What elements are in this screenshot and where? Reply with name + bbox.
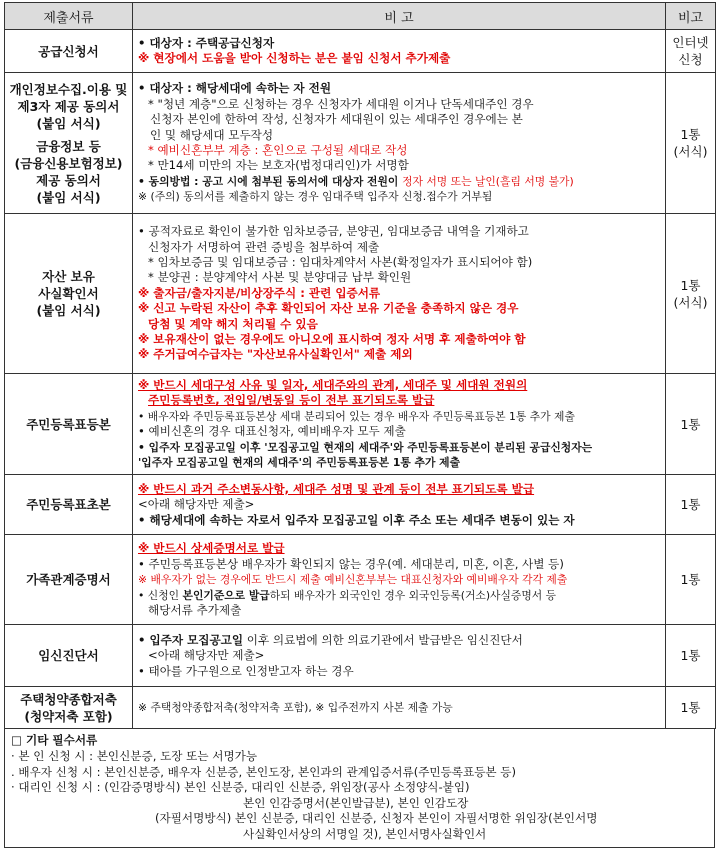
- remark-line: • 대상자 : 주택공급신청자: [138, 35, 275, 50]
- footer-line: · 대리인 신청 시 : (인감증명방식) 본인 신분증, 대리인 신분증, 위임장(공사 소정양식-붙임): [11, 780, 470, 795]
- doc-name: [5, 687, 133, 729]
- doc-name-line: 제공 동의서: [36, 172, 101, 188]
- doc-name-line: 주택청약종합저축: [20, 691, 117, 707]
- remark-line: ※ 현장에서 도움을 받아 신청하는 분은 붙임 신청서 추가제출: [138, 51, 451, 65]
- table-row: [5, 687, 716, 729]
- doc-name: 가족관계증명서: [5, 535, 133, 625]
- table-row: [5, 214, 716, 374]
- remark-line: '입주자 모집공고일 현재의 세대주'의 주민등록표등본 1통 추가 제출: [138, 456, 461, 470]
- table-row: [5, 374, 716, 475]
- note-cell: 1통: [666, 535, 716, 625]
- remark-segment: 하되 배우자가 외국인인 경우 외국인등록(거소)사실증명서 등: [269, 588, 557, 602]
- doc-name-line: 개인정보수집.이용 및: [9, 81, 128, 97]
- doc-name: [5, 214, 133, 374]
- remark-line: • 입주자 모집공고일 이후 '모집공고일 현재의 세대주'와 주민등록표등본이 분리된 공급신청자는: [138, 440, 593, 454]
- table-row: [5, 625, 716, 687]
- note-cell: 1통: [666, 374, 716, 475]
- remark-line: ※ 주택청약종합저축(청약저축 포함), ※ 입주전까지 사본 제출 가능: [138, 701, 453, 715]
- table-row: [5, 73, 716, 214]
- doc-name-line: (붙임 서식): [36, 189, 101, 205]
- doc-name-line: (붙임 서식): [36, 115, 101, 131]
- remarks-cell: [133, 475, 666, 535]
- remark-line: * "청년 계층"으로 신청하는 경우 신청자가 세대원 이거나 단독세대주인 경우: [148, 96, 534, 111]
- doc-name-line: 자산 보유: [42, 269, 95, 284]
- remark-line: [138, 174, 660, 189]
- note-line: 신청: [678, 52, 703, 67]
- doc-name: 주민등록표등본: [5, 374, 133, 475]
- doc-name-line: 금융정보 등: [36, 138, 101, 154]
- header-note: 비고: [666, 3, 716, 30]
- remark-line: * 예비신혼부부 계층 : 혼인으로 구성될 세대로 작성: [148, 143, 408, 157]
- remarks-cell: [133, 73, 666, 214]
- other-required-docs: [4, 729, 715, 847]
- table-row: [5, 535, 716, 625]
- remark-line: • 태아를 가구원으로 인정받고자 하는 경우: [138, 663, 354, 678]
- remark-line: • 대상자 : 해당세대에 속하는 자 전원: [138, 81, 332, 96]
- remark-segment: 정자 서명 또는 날인(흘림 서명 불가): [402, 174, 574, 188]
- doc-name: [5, 73, 133, 214]
- doc-name: 임신진단서: [5, 625, 133, 687]
- note-cell: 1통: [666, 687, 716, 729]
- remark-line: ※ 신고 누락된 자산이 추후 확인되어 자산 보유 기준을 충족하지 않은 경우: [138, 301, 519, 316]
- remark-line: ※ (주의) 동의서를 제출하지 않는 경우 임대주택 입주자 신청.접수가 거부됨: [138, 190, 493, 204]
- remark-line: ※ 배우자가 없는 경우에도 반드시 제출 예비신혼부부는 대표신청자와 예비배우자 각각 제출: [138, 573, 568, 587]
- note-cell: 1통: [666, 475, 716, 535]
- remark-segment: • 신청인: [138, 588, 183, 602]
- note-line: (서식): [673, 144, 708, 159]
- table-row: [5, 30, 716, 73]
- remarks-cell: [133, 214, 666, 374]
- note-line: (서식): [673, 294, 708, 310]
- remarks-cell: [133, 625, 666, 687]
- remark-line: • 공적자료로 확인이 불가한 임차보증금, 분양권, 임대보증금 내역을 기재하고: [138, 224, 529, 239]
- note-cell: [666, 214, 716, 374]
- remark-segment: • 입주자 모집공고일: [138, 632, 244, 647]
- table-header-row: [5, 3, 716, 30]
- header-remarks: 비 고: [133, 3, 666, 30]
- remark-line: ※ 반드시 세대구성 사유 및 일자, 세대주와의 관계, 세대주 및 세대원 전원의: [138, 378, 528, 392]
- footer-line: . 배우자 신청 시 : 본인신분증, 배우자 신분증, 본인도장, 본인과의 관계입증서류(주민등록표등본 등): [11, 764, 517, 779]
- remark-line: 신청자가 서명하여 관련 증빙을 첨부하여 제출: [148, 239, 380, 254]
- remark-line: * 만14세 미만의 자는 보호자(법정대리인)가 서명함: [148, 158, 409, 173]
- footer-title: □ 기타 필수서류: [11, 733, 98, 748]
- doc-name-line: (금융신용보험정보): [14, 155, 123, 171]
- remark-line: 주민등록번호, 전입일/변동일 등이 전부 표기되도록 발급: [148, 393, 435, 408]
- note-line: 1통: [680, 127, 701, 142]
- remark-line: [138, 633, 660, 648]
- header-documents: 제출서류: [5, 3, 133, 30]
- note-line: 1통: [680, 277, 701, 293]
- remark-segment: 이후 의료법에 의한 의료기관에서 발급받은 임신진단서: [243, 632, 523, 647]
- doc-name-line: (청약저축 포함): [24, 708, 113, 724]
- remarks-cell: [133, 30, 666, 73]
- remark-line: * 임차보증금 및 임대보증금 : 임대차계약서 사본(확정일자가 표시되어야 함): [148, 254, 533, 269]
- table-row: [5, 475, 716, 535]
- footer-line: 본인 인감증명서(본인발급분), 본인 인감도장: [243, 795, 469, 810]
- remark-line: 신청자 본인에 한하여 작성, 신청자가 세대원이 있는 세대주인 경우에는 본: [150, 112, 523, 127]
- remark-line: ※ 보유재산이 없는 경우에도 아니오에 표시하여 정자 서명 후 제출하여야 함: [138, 332, 526, 347]
- remark-line: [138, 588, 660, 603]
- required-documents-table: [4, 2, 716, 729]
- remark-line: 당첨 및 계약 해지 처리될 수 있음: [148, 316, 318, 331]
- remark-line: ※ 출자금/출자지분/비상장주식 : 관련 입증서류: [138, 285, 381, 300]
- note-cell: 1통: [666, 625, 716, 687]
- remark-segment: • 동의방법 : 공고 시에 첨부된 동의서에 대상자 전원이: [138, 174, 403, 188]
- doc-name: 공급신청서: [5, 30, 133, 73]
- remark-line: <아래 해당자만 제출>: [148, 648, 265, 663]
- remark-line: • 배우자와 주민등록표등본상 세대 분리되어 있는 경우 배우자 주민등록표등본 1통 추가 제출: [138, 409, 575, 423]
- remark-line: ※ 반드시 과거 주소변동사항, 세대주 성명 및 관계 등이 전부 표기되도록 발급: [138, 481, 535, 496]
- remark-line: 해당서류 추가제출: [148, 603, 242, 618]
- note-cell: [666, 73, 716, 214]
- doc-name-line: (붙임 서식): [36, 303, 101, 318]
- doc-name-line: 사실확인서: [38, 286, 99, 301]
- remarks-cell: [133, 374, 666, 475]
- remark-line: • 해당세대에 속하는 자로서 입주자 모집공고일 이후 주소 또는 세대주 변동이 있는 자: [138, 512, 575, 527]
- remark-line: ※ 반드시 상세증명서로 발급: [138, 541, 285, 556]
- remark-line: • 예비신혼의 경우 대표신청자, 예비배우자 모두 제출: [138, 424, 406, 439]
- footer-line: · 본 인 신청 시 : 본인신분증, 도장 또는 서명가능: [11, 749, 258, 764]
- remark-line: ※ 주거급여수급자는 "자산보유사실확인서" 제출 제외: [138, 347, 413, 362]
- note-line: 인터넷: [672, 35, 709, 50]
- remark-line: * 분양권 : 분양계약서 사본 및 분양대금 납부 확인원: [148, 270, 412, 285]
- doc-name-line: 제3자 제공 동의서: [17, 98, 120, 114]
- document: [4, 2, 715, 848]
- remark-line: <아래 해당자만 제출>: [138, 497, 255, 512]
- remark-segment: 본인기준으로 발급: [182, 588, 270, 602]
- footer-line: 사실확인서상의 서명일 것), 본인서명사실확인서: [243, 827, 487, 841]
- remark-line: • 주민등록표등본상 배우자가 확인되지 않는 경우(예. 세대분리, 미혼, 이혼, 사별 등): [138, 556, 564, 571]
- remarks-cell: [133, 535, 666, 625]
- remark-line: 인 및 해당세대 모두작성: [150, 127, 274, 142]
- doc-name: 주민등록표초본: [5, 475, 133, 535]
- remarks-cell: [133, 687, 666, 729]
- footer-line: (자필서명방식) 본인 신분증, 대리인 신분증, 신청자 본인이 자필서명한 위임장(본인서명: [155, 811, 598, 826]
- note-cell: [666, 30, 716, 73]
